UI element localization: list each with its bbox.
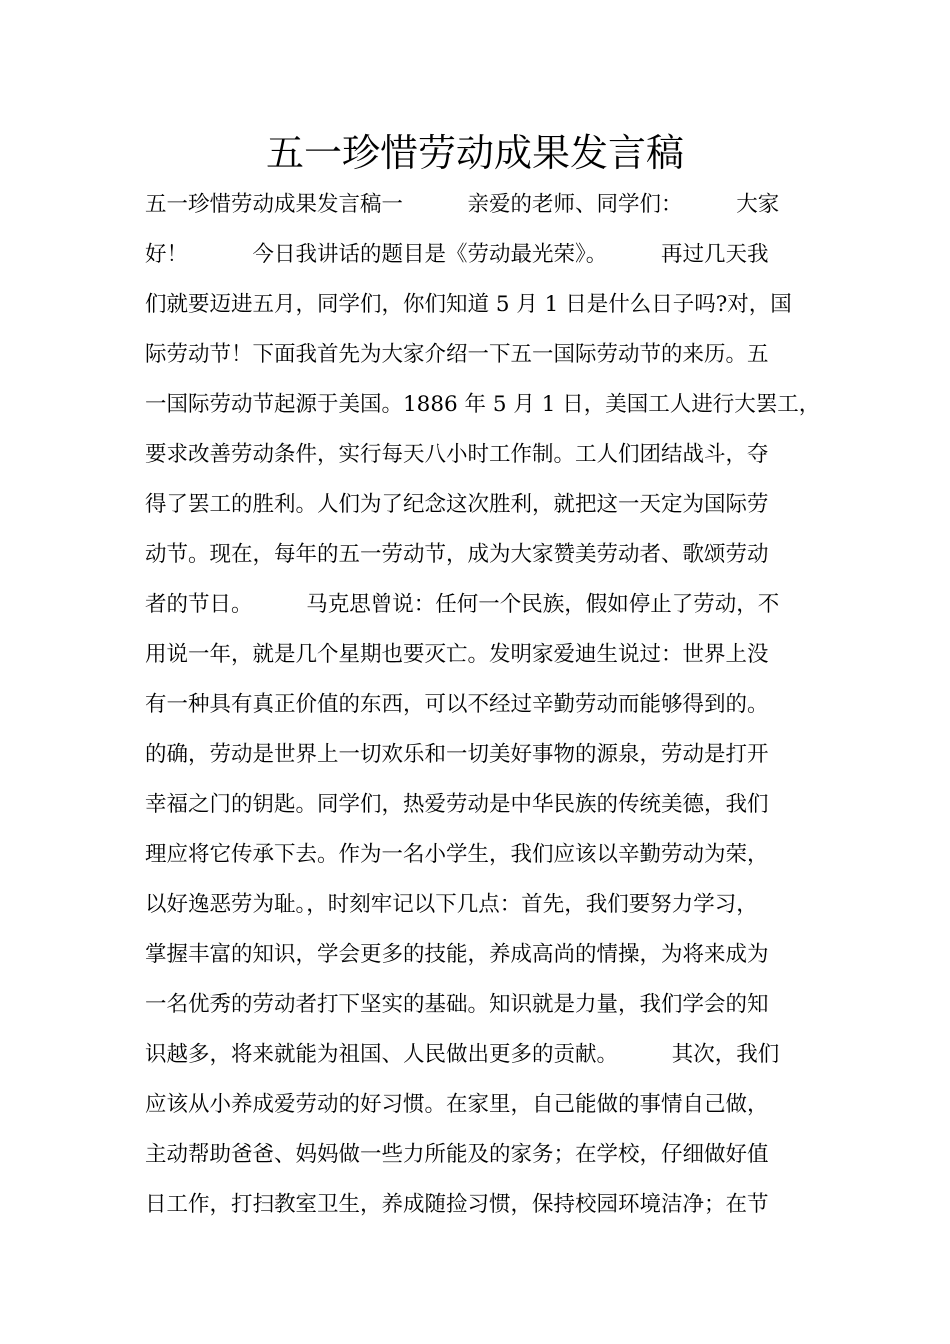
body-line: 五一珍惜劳动成果发言稿一 亲爱的老师、同学们： 大家 <box>145 192 780 217</box>
body-line: 一国际劳动节起源于美国。1886 年 5 月 1 日，美国工人进行大罢工， <box>145 392 821 417</box>
body-line: 动节。现在，每年的五一劳动节，成为大家赞美劳动者、歌颂劳动 <box>145 542 769 567</box>
document-body <box>145 180 825 1230</box>
body-line: 得了罢工的胜利。人们为了纪念这次胜利，就把这一天定为国际劳 <box>145 492 769 517</box>
body-line: 有一种具有真正价值的东西，可以不经过辛勤劳动而能够得到的。 <box>145 692 769 717</box>
body-line: 际劳动节！下面我首先为大家介绍一下五一国际劳动节的来历。五 <box>145 342 769 367</box>
body-line: 者的节日。 马克思曾说：任何一个民族，假如停止了劳动，不 <box>145 592 780 617</box>
body-line: 用说一年，就是几个星期也要灭亡。发明家爱迪生说过：世界上没 <box>145 642 769 667</box>
body-line: 主动帮助爸爸、妈妈做一些力所能及的家务；在学校，仔细做好值 <box>145 1142 769 1167</box>
body-line: 要求改善劳动条件，实行每天八小时工作制。工人们团结战斗，夺 <box>145 442 769 467</box>
body-line: 识越多，将来就能为祖国、人民做出更多的贡献。 其次，我们 <box>145 1042 780 1067</box>
body-line: 的确，劳动是世界上一切欢乐和一切美好事物的源泉，劳动是打开 <box>145 742 769 767</box>
body-line: 日工作，打扫教室卫生，养成随捡习惯，保持校园环境洁净；在节 <box>145 1192 769 1217</box>
body-line: 幸福之门的钥匙。同学们，热爱劳动是中华民族的传统美德，我们 <box>145 792 769 817</box>
body-line: 理应将它传承下去。作为一名小学生，我们应该以辛勤劳动为荣， <box>145 842 769 867</box>
body-line: 应该从小养成爱劳动的好习惯。在家里，自己能做的事情自己做， <box>145 1092 769 1117</box>
body-line: 掌握丰富的知识，学会更多的技能，养成高尚的情操，为将来成为 <box>145 942 769 967</box>
body-line: 们就要迈进五月，同学们，你们知道 5 月 1 日是什么日子吗?对，国 <box>145 292 792 317</box>
document-title: 五一珍惜劳动成果发言稿 <box>265 131 684 175</box>
body-line: 一名优秀的劳动者打下坚实的基础。知识就是力量，我们学会的知 <box>145 992 769 1017</box>
body-line: 以好逸恶劳为耻。，时刻牢记以下几点：首先，我们要努力学习， <box>145 892 758 917</box>
body-line: 好！ 今日我讲话的题目是《劳动最光荣》。 再过几天我 <box>145 242 769 267</box>
